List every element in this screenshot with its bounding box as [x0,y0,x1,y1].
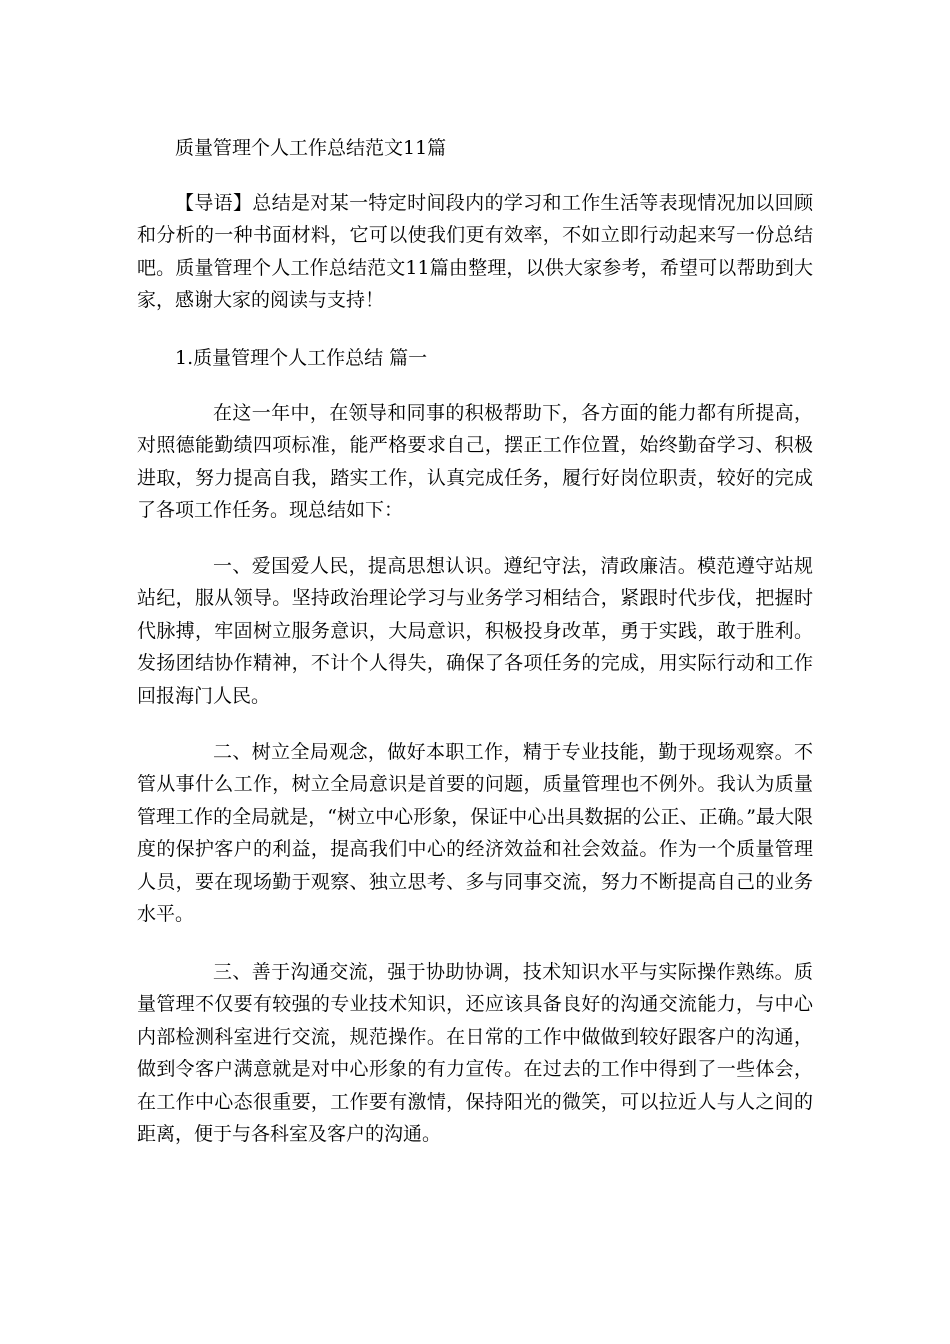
body-paragraph-4: 三、善于沟通交流，强于协助协调，技术知识水平与实际操作熟练。质量管理不仅要有较强的专业技术知识，还应该具备良好的沟通交流能力，与中心内部检测科室进行交流，规范操作。在日常的工作中做做到较好跟客户的沟通，做到令客户满意就是对中心形象的有力宣传。在过去的工作中得到了一些体会，在工作中心态很重要，工作要有激情，保持阳光的微笑，可以拉近人与人之间的距离，便于与各科室及客户的沟通。 [137,961,813,1146]
intro-paragraph: 【导语】总结是对某一特定时间段内的学习和工作生活等表现情况加以回顾和分析的一种书面材料，它可以使我们更有效率，不如立即行动起来写一份总结吧。质量管理个人工作总结范文11篇由整理，以供大家参考，希望可以帮助到大家，感谢大家的阅读与支持！ [137,192,813,312]
document-title: 质量管理个人工作总结范文11篇 [175,137,447,159]
body-paragraph-3: 二、树立全局观念，做好本职工作，精于专业技能，勤于现场观察。不管从事什么工作，树立全局意识是首要的问题，质量管理也不例外。我认为质量管理工作的全局就是，“树立中心形象，保证中心出具数据的公正、正确。”最大限度的保护客户的利益，提高我们中心的经济效益和社会效益。作为一个质量管理人员，要在现场勤于观察、独立思考、多与同事交流，努力不断提高自己的业务水平。 [137,741,813,926]
body-paragraph-1: 在这一年中，在领导和同事的积极帮助下，各方面的能力都有所提高，对照德能勤绩四项标准，能严格要求自己，摆正工作位置，始终勤奋学习、积极进取，努力提高自我，踏实工作，认真完成任务，履行好岗位职责，较好的完成了各项工作任务。现总结如下： [137,402,813,522]
body-paragraph-2: 一、爱国爱人民，提高思想认识。遵纪守法，清政廉洁。模范遵守站规站纪，服从领导。坚持政治理论学习与业务学习相结合，紧跟时代步伐，把握时代脉搏，牢固树立服务意识，大局意识，积极投身改革，勇于实践，敢于胜利。发扬团结协作精神，不计个人得失，确保了各项任务的完成，用实际行动和工作回报海门人民。 [137,555,813,707]
section-heading: 1.质量管理个人工作总结 篇一 [175,347,428,369]
